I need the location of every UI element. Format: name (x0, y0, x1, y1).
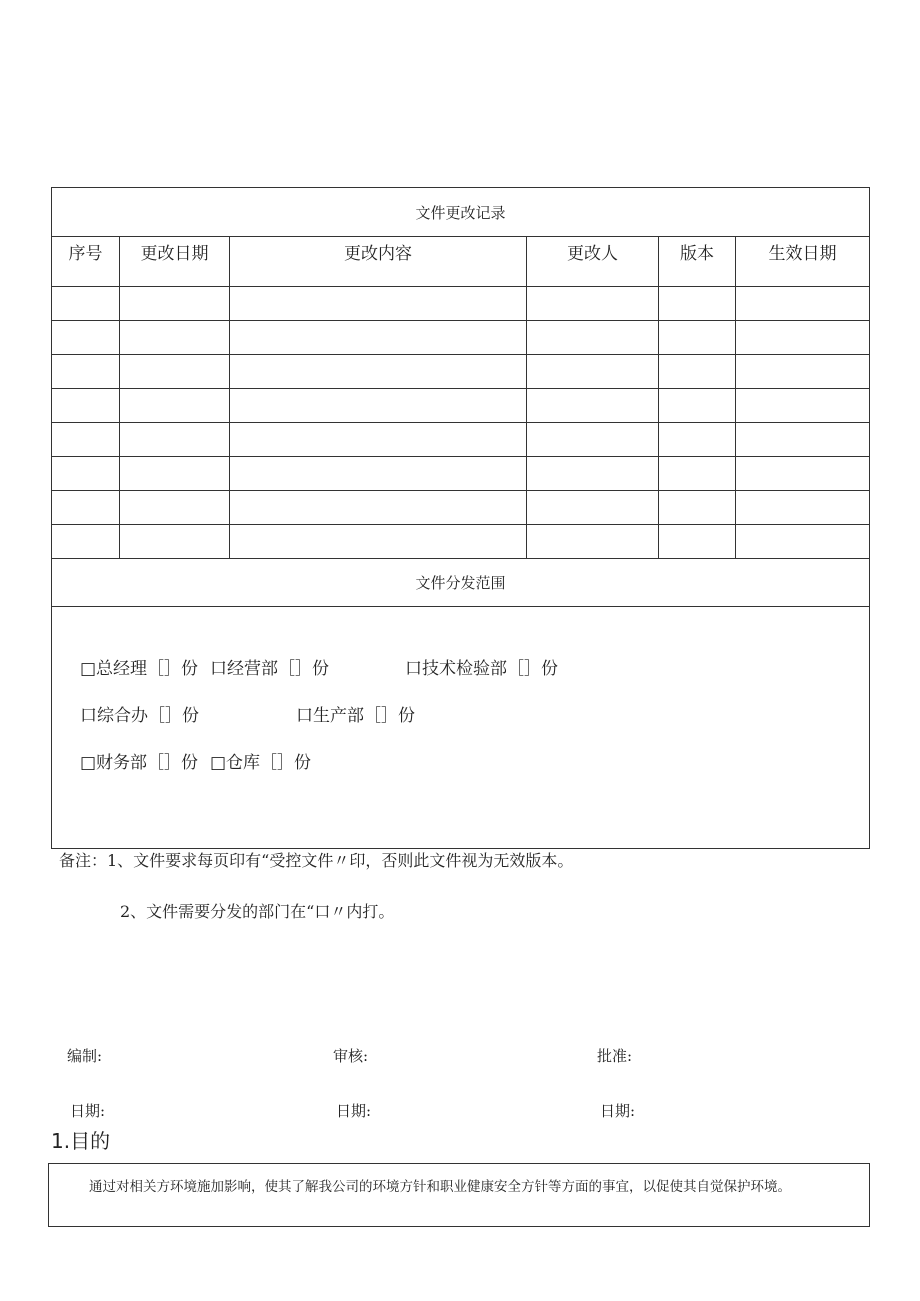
table-row (52, 287, 870, 321)
dist-item-production-dept[interactable]: 口生产部［］份 (296, 706, 415, 726)
distribution-title: 文件分发范围 (52, 559, 870, 607)
header-seq: 序号 (52, 237, 120, 287)
approved-by-label: 批准: (597, 1047, 633, 1065)
table-row (52, 321, 870, 355)
change-record-title: 文件更改记录 (52, 188, 870, 237)
review-date-label: 日期: (336, 1102, 372, 1120)
header-effective-date: 生效日期 (736, 237, 870, 287)
distribution-body (52, 607, 870, 849)
table-row (52, 457, 870, 491)
header-changer: 更改人 (527, 237, 659, 287)
dist-item-business-dept[interactable]: 口经营部［］份 (210, 659, 329, 679)
remark-line-1: 备注：1、文件要求每页印有“受控文件〃印，否则此文件视为无效版本。 (59, 851, 574, 870)
compile-date-label: 日期: (70, 1102, 106, 1120)
dist-item-finance-dept[interactable]: □财务部［］份 (80, 753, 199, 773)
approve-date-label: 日期: (600, 1102, 636, 1120)
remark-line-2: 2、文件需要分发的部门在“口〃内打。 (120, 902, 395, 921)
header-change-content: 更改内容 (230, 237, 527, 287)
header-version: 版本 (659, 237, 736, 287)
table-row (52, 355, 870, 389)
table-row (52, 389, 870, 423)
purpose-text: 通过对相关方环境施加影响，使其了解我公司的环境方针和职业健康安全方针等方面的事宜，以促使其自觉保护环境。 (89, 1179, 791, 1195)
reviewed-by-label: 审核: (333, 1047, 369, 1065)
dist-item-general-manager[interactable]: □总经理［］份 (80, 659, 199, 679)
table-row (52, 423, 870, 457)
table-row (52, 491, 870, 525)
compiled-by-label: 编制: (67, 1047, 103, 1065)
dist-item-warehouse[interactable]: □仓库［］份 (210, 753, 312, 773)
purpose-box (48, 1163, 870, 1227)
header-change-date: 更改日期 (120, 237, 230, 287)
section-title-purpose: 1.目的 (51, 1129, 111, 1153)
table-row (52, 525, 870, 559)
dist-item-tech-inspection-dept[interactable]: 口技术检验部［］份 (405, 659, 558, 679)
dist-item-general-office[interactable]: 口综合办［］份 (80, 706, 199, 726)
